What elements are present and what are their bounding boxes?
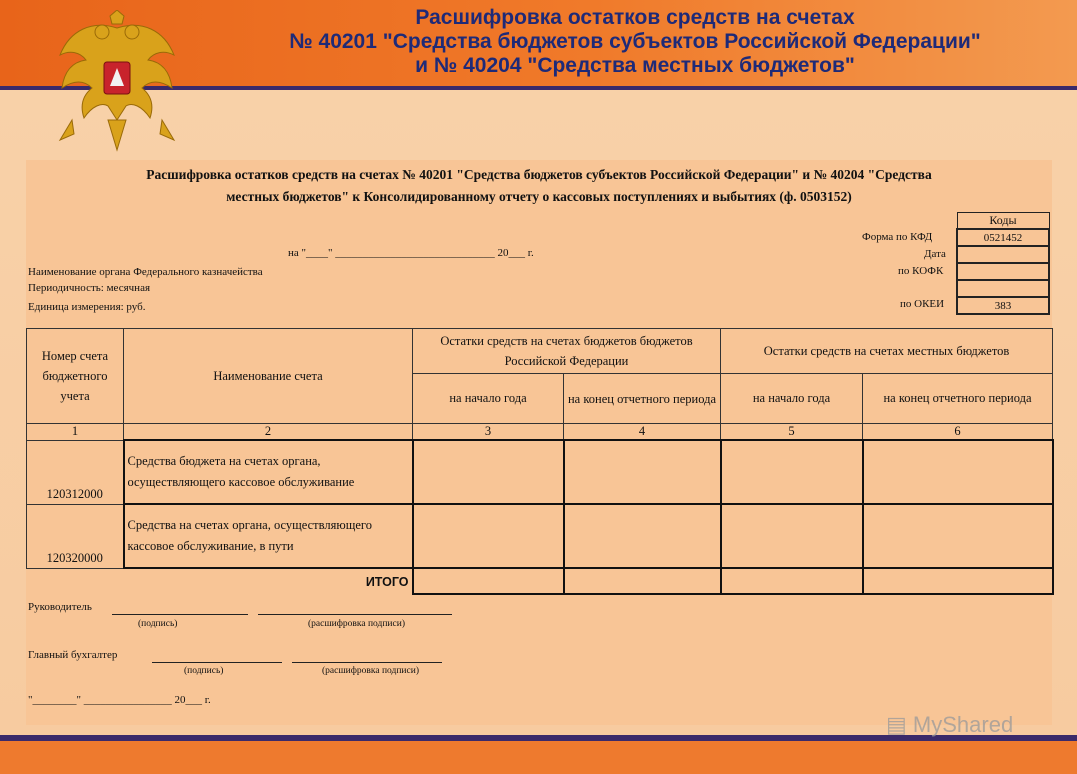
watermark: [886, 712, 1013, 738]
header-local-start: на начало года: [721, 374, 863, 424]
header-local-balances: Остатки средств на счетах местных бюджетов: [721, 329, 1053, 374]
cell-local-start[interactable]: [721, 504, 863, 568]
form-heading-line: местных бюджетов" к Консолидированному отчету о кассовых поступлениях и выбытиях (ф. 0503152): [226, 189, 852, 204]
code-label-kfd: Форма по КФД: [862, 231, 933, 243]
footer-date-line: "________" ________________ 20___ г.: [28, 694, 211, 706]
header-regional-balances: Остатки средств на счетах бюджетов бюджетов Российской Федерации: [413, 329, 721, 374]
table-row: [27, 440, 1053, 504]
col-number: 4: [564, 424, 721, 441]
col-number: 6: [863, 424, 1053, 441]
form-heading-line: Расшифровка остатков средств на счетах № 40201 "Средства бюджетов субъектов Российской Федерации" и № 40204 "Средства: [146, 167, 932, 182]
code-label-date: Дата: [924, 248, 946, 260]
header-regional-end: на конец отчетного периода: [564, 374, 721, 424]
signature-caption: (подпись): [184, 666, 224, 676]
slide-title: [200, 6, 1070, 78]
code-label-kofk: по КОФК: [898, 265, 944, 277]
decode-caption: (расшифровка подписи): [322, 666, 419, 676]
code-value-empty: [957, 280, 1049, 297]
code-value-kfd: 0521452: [957, 229, 1049, 246]
cell-regional-start[interactable]: [413, 504, 564, 568]
form-heading: [26, 164, 1052, 208]
head-decode-line[interactable]: [258, 601, 452, 615]
unit-label: Единица измерения: руб.: [28, 301, 146, 313]
cell-local-end[interactable]: [863, 504, 1053, 568]
code-value-okei: 383: [957, 297, 1049, 314]
total-local-start[interactable]: [721, 568, 863, 594]
slide-title-line: Расшифровка остатков средств на счетах: [415, 6, 855, 29]
slide-title-line: и № 40204 "Средства местных бюджетов": [415, 54, 855, 77]
table-row: [27, 504, 1053, 568]
coat-of-arms-icon: [52, 10, 182, 160]
watermark-icon: ▤: [886, 712, 907, 737]
cell-local-end[interactable]: [863, 440, 1053, 504]
decode-caption: (расшифровка подписи): [308, 619, 405, 629]
row-code: 120312000: [27, 440, 124, 504]
codes-header: Коды: [957, 213, 1049, 230]
row-name: Средства бюджета на счетах органа, осуществляющего кассовое обслуживание: [124, 440, 413, 504]
signature-caption: (подпись): [138, 619, 178, 629]
period-label: Периодичность: месячная: [28, 282, 151, 294]
cell-regional-end[interactable]: [564, 504, 721, 568]
cell-regional-start[interactable]: [413, 440, 564, 504]
col-number: 2: [124, 424, 413, 441]
slide-title-line: № 40201 "Средства бюджетов субъектов Российской Федерации": [289, 30, 981, 53]
total-label: ИТОГО: [365, 574, 409, 589]
total-regional-end[interactable]: [564, 568, 721, 594]
total-regional-start[interactable]: [413, 568, 564, 594]
col-number: 1: [27, 424, 124, 441]
col-number: 5: [721, 424, 863, 441]
footer-band: [0, 741, 1077, 774]
header-account-no: Номер счета бюджетного учета: [27, 329, 124, 424]
col-number: 3: [413, 424, 564, 441]
accountant-label: Главный бухгалтер: [28, 649, 118, 661]
org-label: Наименование органа Федерального казначейства: [28, 266, 263, 278]
cell-regional-end[interactable]: [564, 440, 721, 504]
code-value-kofk: [957, 263, 1049, 280]
code-label-okei: по ОКЕИ: [900, 298, 945, 310]
total-row: [27, 568, 1053, 594]
cell-local-start[interactable]: [721, 440, 863, 504]
row-name: Средства на счетах органа, осуществляющего кассовое обслуживание, в пути: [124, 504, 413, 568]
codes-table: [956, 212, 1050, 315]
accountant-signature-line[interactable]: [152, 649, 282, 663]
code-value-date: [957, 246, 1049, 263]
header-local-end: на конец отчетного периода: [863, 374, 1053, 424]
report-form: [26, 160, 1052, 725]
header-account-name: Наименование счета: [124, 329, 413, 424]
header-regional-start: на начало года: [413, 374, 564, 424]
watermark-text: MyShared: [912, 712, 1014, 737]
head-signature-line[interactable]: [112, 601, 248, 615]
report-date-line: на "____" _____________________________ 20___ г.: [288, 247, 534, 259]
row-code: 120320000: [27, 504, 124, 568]
total-local-end[interactable]: [863, 568, 1053, 594]
balances-table: [26, 328, 1054, 595]
accountant-decode-line[interactable]: [292, 649, 442, 663]
head-label: Руководитель: [28, 601, 92, 613]
